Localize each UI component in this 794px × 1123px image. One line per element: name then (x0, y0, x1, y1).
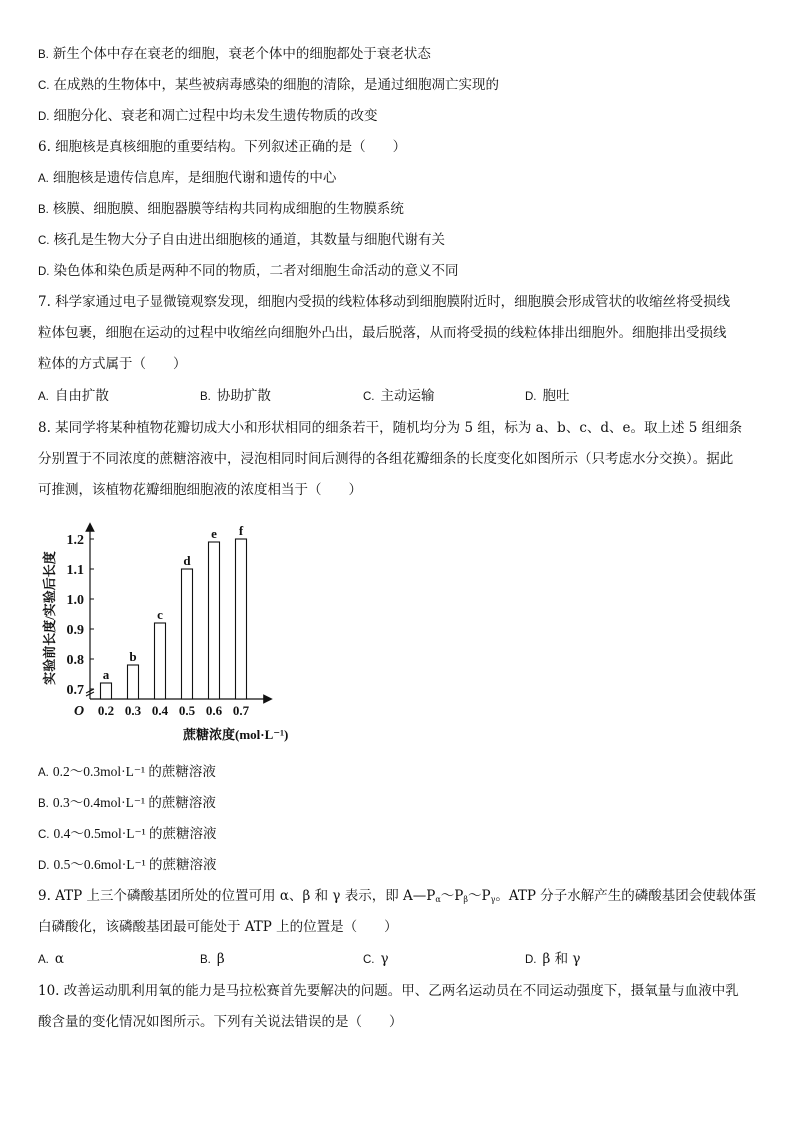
q10-stem-line-2: 酸含量的变化情况如图所示。下列有关说法错误的是（ ） (38, 1014, 403, 1030)
option-label: D. (525, 391, 537, 403)
option-text: 主动运输 (380, 388, 435, 404)
q10-stem-line-1: 10. 改善运动肌利用氧的能力是马拉松赛首先要解决的问题。甲、乙两名运动员在不同运动强度下，摄氧量与血液中乳 (38, 983, 739, 999)
y-tick-label: 0.7 (66, 683, 84, 698)
bar-label: e (211, 526, 217, 541)
option-label: C. (363, 391, 375, 403)
option-label: A. (38, 954, 49, 966)
option-label: A. (38, 767, 49, 779)
bar-label: a (102, 667, 110, 682)
y-tick-label: 1.2 (66, 533, 84, 548)
option-text: 0.5～0.6mol·L⁻¹ 的蔗糖溶液 (53, 857, 217, 872)
option-text: γ (380, 951, 389, 967)
q7-stem-line-3: 粒体的方式属于（ ） (38, 356, 187, 372)
q9-option-d (525, 949, 580, 970)
q7-option-a (38, 386, 109, 407)
x-tick-label: 0.4 (151, 703, 169, 718)
q9-option-c (363, 949, 389, 970)
q9-text-part: ～P (467, 888, 491, 904)
bar (155, 623, 166, 699)
q8-option-c (38, 824, 768, 845)
y-tick-label: 0.8 (66, 653, 84, 668)
option-text: 新生个体中存在衰老的细胞，衰老个体中的细胞都处于衰老状态 (52, 46, 431, 62)
y-tick-label: 1.0 (66, 593, 84, 608)
q8-stem-line-3: 可推测，该植物花瓣细胞细胞液的浓度相当于（ ） (38, 482, 362, 498)
q6-option-d (38, 261, 768, 282)
option-text: 自由扩散 (54, 388, 109, 404)
subscript-beta: β (463, 895, 468, 904)
option-text: β (216, 951, 225, 967)
option-text: α (54, 951, 64, 967)
q6-option-a (38, 168, 768, 189)
q9-stem-line-1 (38, 886, 768, 910)
q8-stem-line-2: 分别置于不同浓度的蔗糖溶液中，浸泡相同时间后测得的各组花瓣细条的长度变化如图所示（只考虑水分交换）。据此 (38, 451, 734, 467)
option-label: D. (38, 266, 50, 278)
x-axis-label: 蔗糖浓度(mol·L⁻¹) (183, 727, 289, 742)
q7-stem-line-1: 7. 科学家通过电子显微镜观察发现，细胞内受损的线粒体移动到细胞膜附近时，细胞膜会形成管状的收缩丝将受损线 (38, 294, 731, 310)
q9-option-a (38, 949, 64, 970)
option-text: 0.2～0.3mol·L⁻¹ 的蔗糖溶液 (52, 764, 216, 779)
q7-option-c (363, 386, 435, 407)
bar (128, 665, 139, 699)
y-tick-label: 1.1 (66, 563, 84, 578)
option-text: 0.4～0.5mol·L⁻¹ 的蔗糖溶液 (53, 826, 217, 841)
option-label: C. (363, 954, 375, 966)
option-label: B. (200, 954, 211, 966)
q5-option-d (38, 106, 768, 127)
q5-option-b (38, 44, 768, 65)
option-label: D. (38, 111, 50, 123)
q8-option-a (38, 762, 768, 783)
x-tick-label: 0.6 (205, 703, 223, 718)
bar (101, 683, 112, 699)
option-text: 染色体和染色质是两种不同的物质，二者对细胞生命活动的意义不同 (53, 263, 459, 279)
option-text: 细胞核是遗传信息库，是细胞代谢和遗传的中心 (52, 170, 337, 186)
bar-chart (28, 512, 328, 752)
bar-label: c (157, 607, 163, 622)
option-label: A. (38, 173, 49, 185)
y-axis-label: 实验前长度/实验后长度 (42, 551, 57, 685)
option-label: C. (38, 235, 50, 247)
q7-stem-line-2: 粒体包裹，细胞在运动的过程中收缩丝向细胞外凸出，最后脱落，从而将受损的线粒体排出细胞外。细胞排出受损线 (38, 325, 727, 341)
q9-option-b (200, 949, 225, 970)
subscript-alpha: α (435, 895, 441, 904)
q9-text-part: 9. ATP 上三个磷酸基团所处的位置可用 α、β 和 γ 表示，即 A—P (38, 888, 436, 904)
option-label: D. (38, 860, 50, 872)
option-text: 细胞分化、衰老和凋亡过程中均未发生遗传物质的改变 (53, 108, 378, 124)
option-text: 胞吐 (542, 388, 570, 404)
bar-label: f (238, 523, 244, 538)
q8-option-b (38, 793, 768, 814)
q5-option-c (38, 75, 768, 96)
option-text: 协助扩散 (216, 388, 271, 404)
option-label: D. (525, 954, 537, 966)
bar (182, 569, 193, 699)
bar (236, 539, 247, 699)
option-label: B. (38, 798, 49, 810)
q9-text-part: 。ATP 分子水解产生的磷酸基团会使载体蛋 (495, 888, 757, 904)
q6-option-c (38, 230, 768, 251)
q8-option-d (38, 855, 768, 876)
q6-option-b (38, 199, 768, 220)
origin-label: O (74, 704, 85, 719)
q8-stem-line-1: 8. 某同学将某种植物花瓣切成大小和形状相同的细条若干，随机均分为 5 组，标为 a、b、c、d、e。取上述 5 组细条 (38, 420, 743, 436)
x-tick-label: 0.7 (232, 703, 250, 718)
subscript-gamma: γ (490, 895, 496, 904)
bar (209, 542, 220, 699)
bar-label: b (129, 649, 137, 664)
option-label: C. (38, 80, 50, 92)
chart-bars (101, 539, 247, 699)
q6-stem: 6. 细胞核是真核细胞的重要结构。下列叙述正确的是（ ） (38, 139, 407, 155)
q7-option-d (525, 386, 570, 407)
option-label: C. (38, 829, 50, 841)
x-tick-label: 0.2 (97, 703, 115, 718)
q7-option-b (200, 386, 271, 407)
option-text: 核孔是生物大分子自由进出细胞核的通道，其数量与细胞代谢有关 (53, 232, 445, 248)
option-text: β 和 γ (542, 951, 581, 967)
option-text: 0.3～0.4mol·L⁻¹ 的蔗糖溶液 (52, 795, 216, 810)
x-tick-label: 0.5 (178, 703, 196, 718)
option-text: 核膜、细胞膜、细胞器膜等结构共同构成细胞的生物膜系统 (52, 201, 404, 217)
x-tick-label: 0.3 (124, 703, 142, 718)
y-tick-label: 0.9 (66, 623, 84, 638)
q9-stem-line-2: 白磷酸化，该磷酸基团最可能处于 ATP 上的位置是（ ） (38, 919, 398, 935)
option-label: A. (38, 391, 49, 403)
option-label: B. (38, 49, 49, 61)
option-label: B. (38, 204, 49, 216)
option-text: 在成熟的生物体中，某些被病毒感染的细胞的清除，是通过细胞凋亡实现的 (53, 77, 499, 93)
q9-text-part: ～P (440, 888, 464, 904)
option-label: B. (200, 391, 211, 403)
bar-label: d (183, 553, 191, 568)
